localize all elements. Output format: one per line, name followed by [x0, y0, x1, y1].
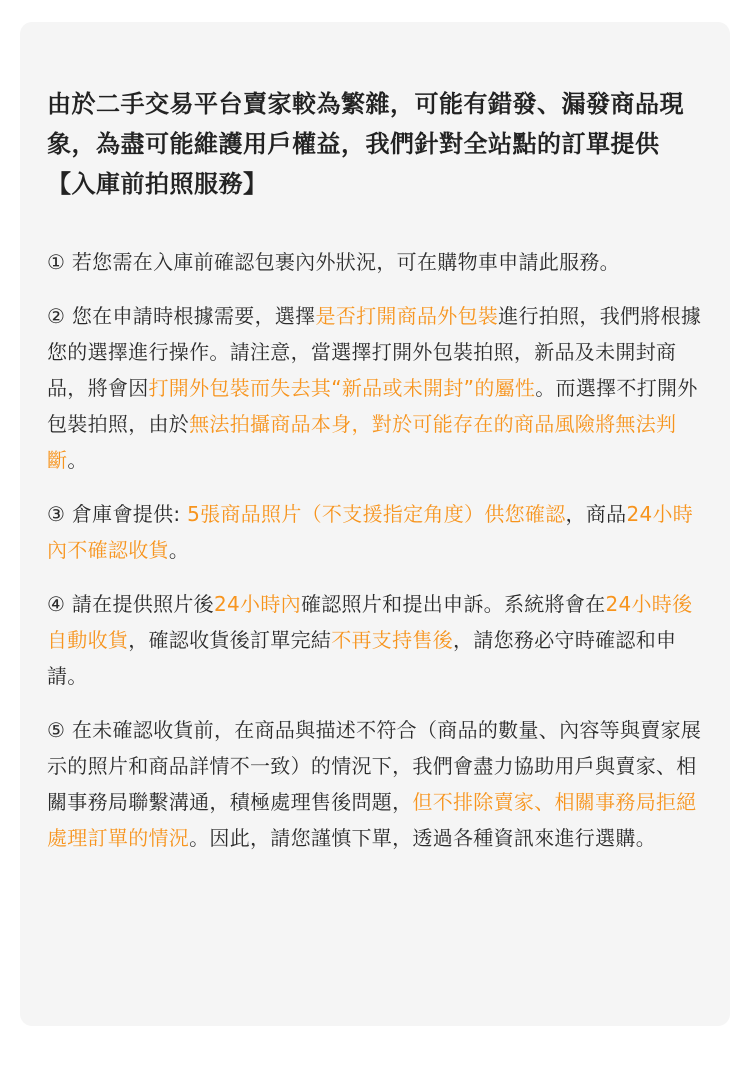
section-text: ，商品 — [565, 502, 627, 526]
notice-card — [20, 22, 730, 1026]
notice-section-1 — [47, 244, 704, 280]
section-text: 確認照片和提出申訴。系統將會在 — [300, 592, 606, 616]
section-text: ，確認收貨後訂單完結 — [128, 628, 332, 652]
highlight-text: 是否打開商品外包裝 — [315, 304, 499, 328]
notice-section-2 — [47, 298, 704, 478]
highlight-text: 不再支持售後 — [331, 628, 454, 652]
highlight-text: 24小時後自動收貨 — [47, 592, 693, 652]
section-text: ③ 倉庫會提供: — [47, 502, 188, 526]
section-text: 。而選擇不打開外包裝拍照，由於 — [47, 376, 698, 436]
highlight-text: 24小時內不確認收貨 — [47, 502, 694, 562]
section-text: 進行拍照，我們將根據您的選擇進行操作。請注意，當選擇打開外包裝拍照，新品及未開封商品，將會因 — [47, 304, 702, 400]
notice-heading: 由於二手交易平台賣家較為繁雜，可能有錯發、漏發商品現象，為盡可能維護用戶權益，我們針對全站點的訂單提供【入庫前拍照服務】 — [47, 90, 684, 198]
notice-section-3 — [47, 496, 704, 568]
notice-section-5 — [47, 712, 704, 856]
notice-section-4 — [47, 586, 704, 694]
section-text: ④ 請在提供照片後 — [47, 592, 214, 616]
section-text: ⑤ 在未確認收貨前，在商品與描述不符合（商品的數量、內容等與賣家展示的照片和商品詳情不一致）的情況下，我們會盡力協助用戶與賣家、相關事務局聯繫溝通，積極處理售後問題， — [47, 718, 702, 814]
highlight-text: 無法拍攝商品本身，對於可能存在的商品風險將無法判斷 — [47, 412, 677, 472]
section-text: ，請您務必守時確認和申請。 — [47, 628, 677, 688]
section-text: ② 您在申請時根據需要，選擇 — [47, 304, 316, 328]
section-text: 。 — [168, 538, 190, 562]
highlight-text: 5張商品照片（不支援指定角度）供您確認 — [187, 502, 566, 526]
section-text: ① 若您需在入庫前確認包裹內外狀況，可在購物車申請此服務。 — [47, 250, 620, 274]
section-text: 。 — [67, 448, 88, 472]
section-text: 。因此，請您謹慎下單，透過各種資訊來進行選購。 — [189, 826, 657, 850]
notice-sections — [47, 244, 704, 856]
highlight-text: 但不排除賣家、相關事務局拒絕處理訂單的情況 — [47, 790, 697, 850]
highlight-text: 24小時內 — [214, 592, 301, 616]
highlight-text: 打開外包裝而失去其“新品或未開封”的屬性 — [148, 376, 536, 400]
